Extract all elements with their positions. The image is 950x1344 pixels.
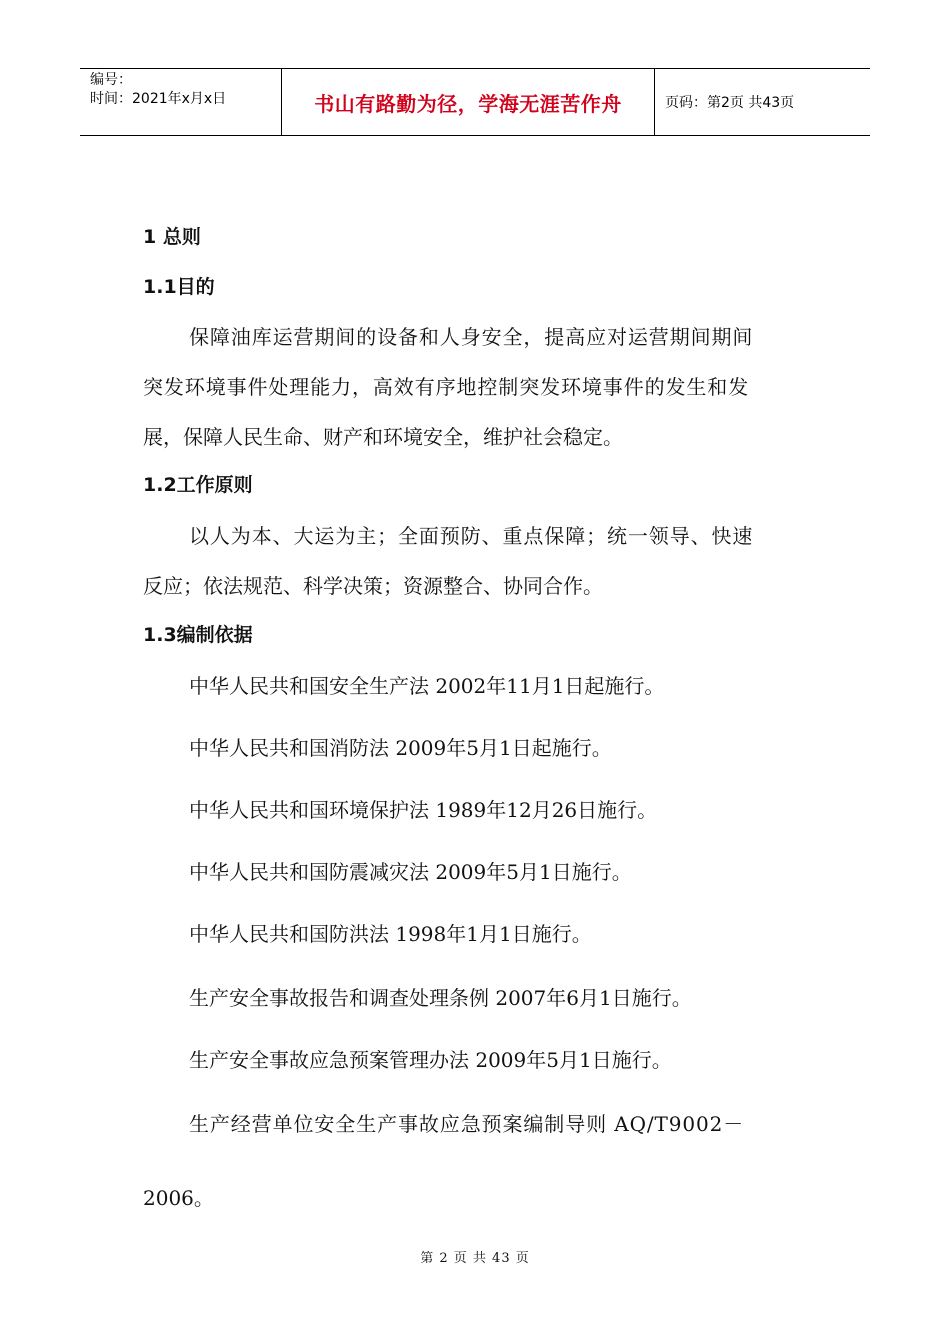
header-meta xyxy=(80,69,281,135)
page-footer: 第 2 页 共 43 页 xyxy=(420,1251,530,1266)
basis-list-item: 生产经营单位安全生产事故应急预案编制导则 AQ/T9002－ xyxy=(189,1112,745,1136)
section-title: 1 总则 xyxy=(143,226,201,248)
header-motto: 书山有路勤为径，学海无涯苦作舟 xyxy=(281,69,655,135)
principles-paragraph-line: 以人为本、大运为主；全面预防、重点保障；统一领导、快速 xyxy=(189,524,754,548)
basis-list-item: 中华人民共和国环境保护法 1989年12月26日施行。 xyxy=(189,798,658,822)
subsection-title-principles: 1.2工作原则 xyxy=(143,474,253,496)
basis-list-item: 中华人民共和国消防法 2009年5月1日起施行。 xyxy=(189,736,612,760)
basis-list-item-continuation: 2006。 xyxy=(143,1186,214,1210)
purpose-paragraph-line: 保障油库运营期间的设备和人身安全，提高应对运营期间期间 xyxy=(189,325,754,349)
basis-list-item: 生产安全事故应急预案管理办法 2009年5月1日施行。 xyxy=(189,1048,672,1072)
basis-list-item: 中华人民共和国防洪法 1998年1月1日施行。 xyxy=(189,922,592,946)
header-page-info: 页码：第2页 共43页 xyxy=(665,95,795,111)
principles-paragraph-line: 反应；依法规范、科学决策；资源整合、协同合作。 xyxy=(143,574,603,598)
basis-list-item: 中华人民共和国安全生产法 2002年11月1日起施行。 xyxy=(189,674,665,698)
basis-list-item: 生产安全事故报告和调查处理条例 2007年6月1日施行。 xyxy=(189,986,692,1010)
subsection-title-purpose: 1.1目的 xyxy=(143,276,215,298)
basis-list-item: 中华人民共和国防震减灾法 2009年5月1日施行。 xyxy=(189,860,632,884)
purpose-paragraph-line: 展，保障人民生命、财产和环境安全，维护社会稳定。 xyxy=(143,425,623,449)
purpose-paragraph-line: 突发环境事件处理能力，高效有序地控制突发环境事件的发生和发 xyxy=(143,375,750,399)
subsection-title-basis: 1.3编制依据 xyxy=(143,624,253,646)
document-number-label: 编号： xyxy=(90,72,132,88)
document-time-label: 时间：2021年x月x日 xyxy=(90,91,227,107)
document-header xyxy=(80,68,870,136)
